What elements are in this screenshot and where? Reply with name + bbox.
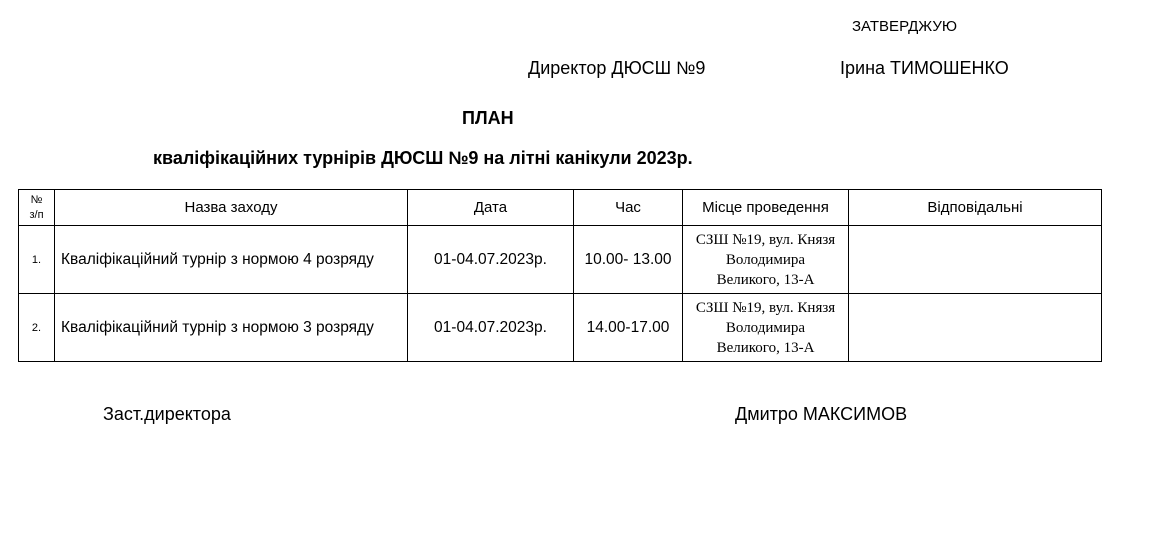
- document-subtitle: кваліфікаційних турнірів ДЮСШ №9 на літні канікули 2023р.: [153, 148, 693, 168]
- event-name: Кваліфікаційний турнір з нормою 4 розряду: [55, 226, 408, 294]
- event-responsible: [849, 294, 1102, 362]
- number-abbreviation: з/п: [29, 208, 44, 221]
- event-name: Кваліфікаційний турнір з нормою 3 розряду: [55, 294, 408, 362]
- table-row: [19, 294, 1102, 362]
- column-header-place: Місце проведення: [683, 190, 849, 226]
- director-name: Ірина ТИМОШЕНКО: [840, 58, 1009, 78]
- column-header-date: Дата: [408, 190, 574, 226]
- column-header-name: Назва заходу: [55, 190, 408, 226]
- row-number: 1.: [19, 226, 55, 294]
- place-line: Володимира: [725, 319, 806, 336]
- document-title: ПЛАН: [462, 108, 514, 128]
- event-date: 01-04.07.2023р.: [408, 226, 574, 294]
- place-line: СЗШ №19, вул. Князя: [695, 299, 836, 316]
- column-header-number: [19, 190, 55, 226]
- place-line: Великого, 13-А: [716, 271, 815, 288]
- event-time: 10.00- 13.00: [574, 226, 683, 294]
- deputy-director-name: Дмитро МАКСИМОВ: [735, 404, 908, 424]
- event-date: 01-04.07.2023р.: [408, 294, 574, 362]
- event-place: [683, 226, 849, 294]
- deputy-director-title: Заст.директора: [103, 404, 231, 424]
- event-place: [683, 294, 849, 362]
- place-line: Великого, 13-А: [716, 339, 815, 356]
- column-header-responsible: Відповідальні: [849, 190, 1102, 226]
- event-responsible: [849, 226, 1102, 294]
- number-symbol: №: [30, 193, 43, 206]
- row-number: 2.: [19, 294, 55, 362]
- approval-stamp-text: ЗАТВЕРДЖУЮ: [852, 18, 958, 35]
- table-row: [19, 226, 1102, 294]
- column-header-time: Час: [574, 190, 683, 226]
- place-line: Володимира: [725, 251, 806, 268]
- place-line: СЗШ №19, вул. Князя: [695, 231, 836, 248]
- event-time: 14.00-17.00: [574, 294, 683, 362]
- plan-table: [18, 189, 1102, 362]
- table-header-row: [19, 190, 1102, 226]
- director-title: Директор ДЮСШ №9: [528, 58, 706, 78]
